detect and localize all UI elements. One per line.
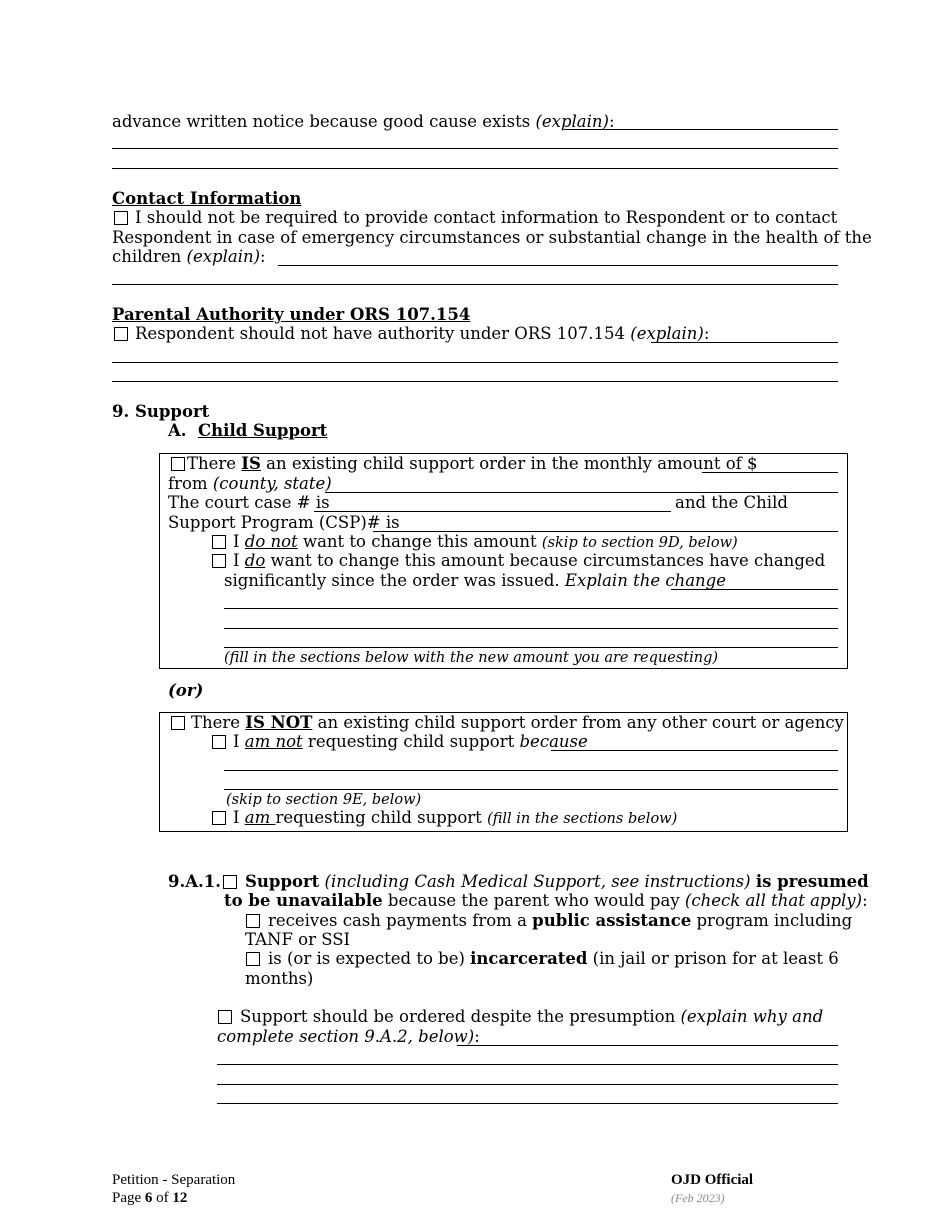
monthly-amount-field[interactable] xyxy=(702,472,838,473)
existing-order-checkbox[interactable] xyxy=(171,457,185,471)
incarcerated-text: is (or is expected to be) incarcerated (in jail or prison for at least 6 xyxy=(268,949,839,968)
am-requesting-checkbox[interactable] xyxy=(212,811,226,825)
footer-revision-date: (Feb 2023) xyxy=(671,1191,725,1205)
public-assistance-checkbox[interactable] xyxy=(246,914,260,928)
no-existing-order-text: There IS NOT an existing child support order from any other court or agency xyxy=(191,713,844,732)
explain-change-field-2[interactable] xyxy=(224,608,838,609)
contact-info-text-2: Respondent in case of emergency circumstances or substantial change in the health of the xyxy=(112,228,872,247)
skip-9e-note: (skip to section 9E, below) xyxy=(226,792,422,808)
explain-change-field[interactable] xyxy=(671,589,838,590)
parental-explain-field[interactable] xyxy=(651,342,838,343)
not-requesting-because-field-3[interactable] xyxy=(224,789,838,790)
court-case-field[interactable] xyxy=(314,511,671,512)
parental-explain-field-3[interactable] xyxy=(112,381,838,382)
despite-explain-field-2[interactable] xyxy=(217,1064,838,1065)
incarcerated-checkbox[interactable] xyxy=(246,952,260,966)
footer-ojd-official: OJD Official xyxy=(671,1172,754,1188)
support-heading: 9. Support xyxy=(112,402,210,421)
public-assistance-text: receives cash payments from a public assistance program including xyxy=(268,911,853,930)
not-requesting-text: I am not requesting child support because xyxy=(233,732,588,751)
court-case-label: The court case # is xyxy=(168,493,330,512)
no-existing-order-checkbox[interactable] xyxy=(171,716,185,730)
parental-authority-text: Respondent should not have authority under ORS 107.154 (explain): xyxy=(135,324,710,343)
explain-change-text: significantly since the order was issued. Explain the change xyxy=(224,571,727,590)
contact-info-text-3: children (explain): xyxy=(112,247,266,266)
fill-in-note: (fill in the sections below with the new amount you are requesting) xyxy=(224,650,719,666)
good-cause-explain-field-2[interactable] xyxy=(112,148,838,149)
csp-label: Support Program (CSP)# is xyxy=(168,513,400,532)
do-not-change-text: I do not want to change this amount (skip to section 9D, below) xyxy=(233,532,738,551)
existing-order-text: There IS an existing child support order in the monthly amount of $ xyxy=(187,454,758,473)
footer-page-number: Page 6 of 12 xyxy=(112,1190,188,1206)
child-support-subheading: A. Child Support xyxy=(168,421,328,440)
contact-info-heading: Contact Information xyxy=(112,189,302,208)
explain-change-field-4[interactable] xyxy=(224,647,838,648)
public-assistance-text-2: TANF or SSI xyxy=(245,930,351,949)
explain-good-cause-line: advance written notice because good cause exists (explain): xyxy=(112,112,615,131)
contact-explain-field[interactable] xyxy=(278,265,838,266)
not-requesting-because-field[interactable] xyxy=(551,750,838,751)
do-change-checkbox[interactable] xyxy=(212,554,226,568)
explain-change-field-3[interactable] xyxy=(224,628,838,629)
presumed-unavailable-text-2: to be unavailable because the parent who would pay (check all that apply): xyxy=(224,891,868,910)
presumed-unavailable-text-1: Support (including Cash Medical Support, see instructions) is presumed xyxy=(245,872,869,891)
county-state-label: from (county, state) xyxy=(168,474,332,493)
not-requesting-because-field-2[interactable] xyxy=(224,770,838,771)
footer-form-title: Petition - Separation xyxy=(112,1172,236,1188)
contact-info-checkbox[interactable] xyxy=(114,211,128,225)
good-cause-explain-field-3[interactable] xyxy=(112,168,838,169)
despite-explain-field[interactable] xyxy=(457,1045,838,1046)
presumed-unavailable-checkbox[interactable] xyxy=(223,875,237,889)
do-not-change-checkbox[interactable] xyxy=(212,535,226,549)
contact-explain-field-2[interactable] xyxy=(112,284,838,285)
parental-explain-field-2[interactable] xyxy=(112,362,838,363)
incarcerated-text-2: months) xyxy=(245,969,314,988)
section-9a1-number: 9.A.1. xyxy=(168,872,221,891)
am-requesting-text: I am requesting child support (fill in the sections below) xyxy=(233,808,678,827)
not-requesting-checkbox[interactable] xyxy=(212,735,226,749)
good-cause-explain-field[interactable] xyxy=(564,129,838,130)
despite-presumption-text: Support should be ordered despite the presumption (explain why and xyxy=(240,1007,824,1026)
despite-explain-field-3[interactable] xyxy=(217,1084,838,1085)
or-label: (or) xyxy=(168,681,204,700)
parental-authority-heading: Parental Authority under ORS 107.154 xyxy=(112,305,471,324)
parental-authority-checkbox[interactable] xyxy=(114,327,128,341)
despite-explain-field-4[interactable] xyxy=(217,1103,838,1104)
do-change-text: I do want to change this amount because circumstances have changed xyxy=(233,551,826,570)
despite-presumption-text-2: complete section 9.A.2, below): xyxy=(217,1027,480,1046)
and-the-child-label: and the Child xyxy=(675,493,788,512)
contact-info-text-1: I should not be required to provide contact information to Respondent or to contact xyxy=(135,208,838,227)
despite-presumption-checkbox[interactable] xyxy=(218,1010,232,1024)
